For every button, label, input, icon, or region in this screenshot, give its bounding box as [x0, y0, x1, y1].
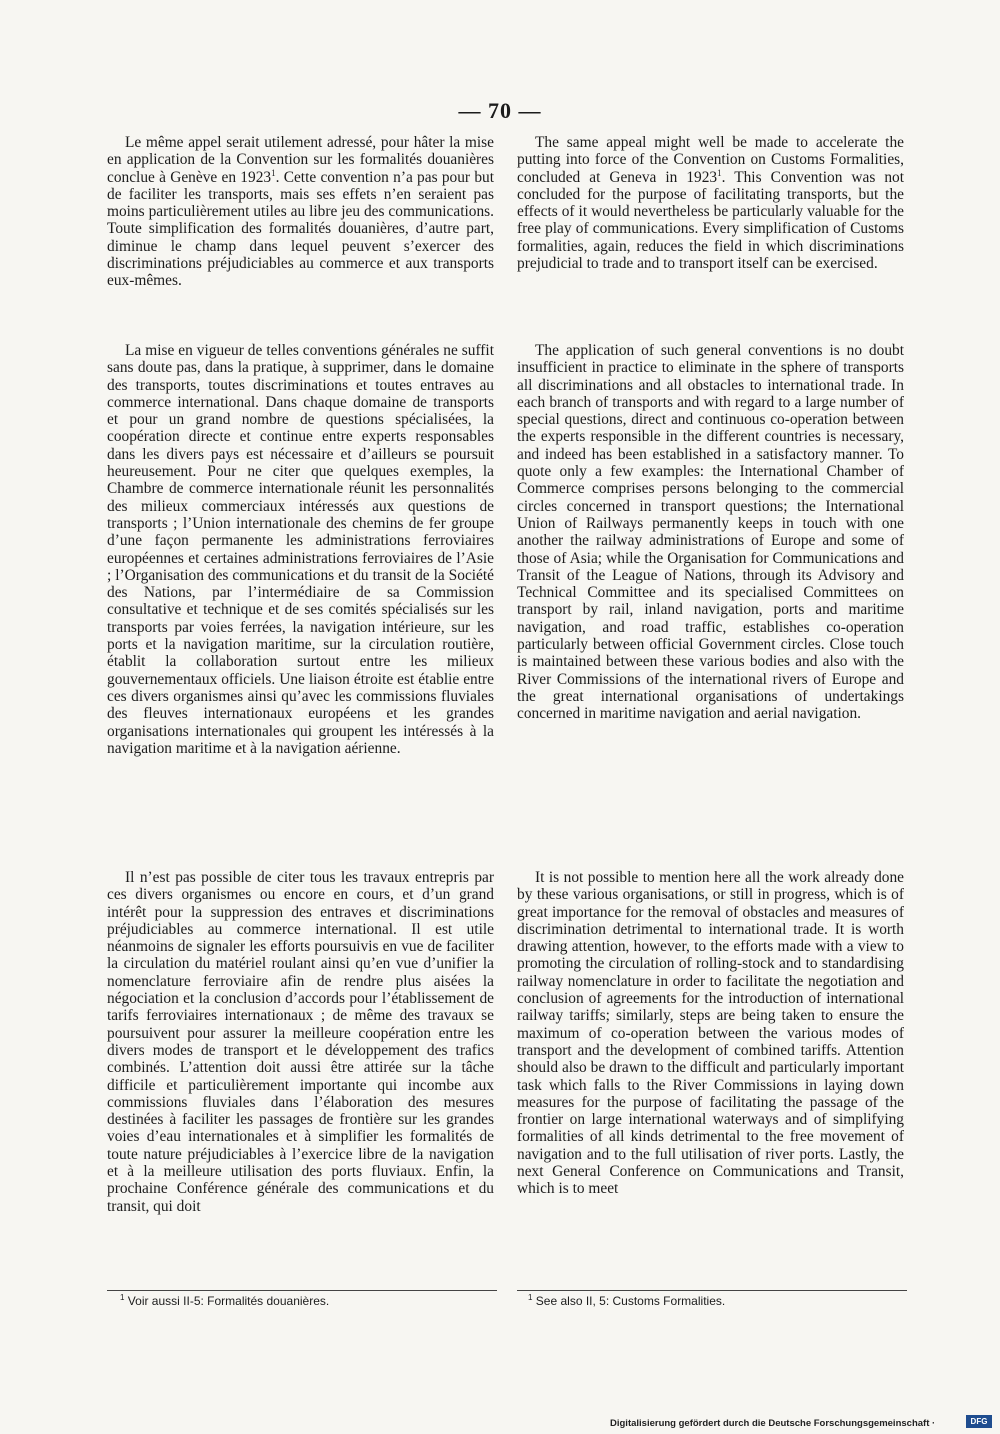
english-paragraph-1: [517, 134, 904, 272]
french-p1-text-a: Le même appel serait utilement adressé, pour hâter la mise en application de la Convention sur les formalités douanières conclue à Genève en 1923: [107, 134, 494, 186]
english-paragraph-2: [517, 342, 904, 723]
french-paragraph-2: [107, 342, 494, 757]
footnote-divider-left: [107, 1290, 497, 1291]
page-number: — 70 —: [458, 98, 542, 123]
french-p2-text: La mise en vigueur de telles conventions générales ne suffit sans doute pas, dans la pratique, à supprimer, dans le domaine des transports, toutes discriminations et toutes entraves au commerce international. Dans chaque domaine de transports et pour un grand nombre de questions spécialisées, la coopération directe et continue entre experts responsables dans les divers pays est nécessaire et d’ailleurs se poursuit heureusement. Pour ne citer que quelques exemples, la Chambre de commerce internationale réunit les personnalités des milieux commerciaux intéressés aux questions de transports ; l’Union internationale des chemins de fer groupe d’une façon permanente les administrations ferroviaires européennes et certaines administrations ferroviaires de l’Asie ; l’Organisation des communications et du transit de la Société des Nations, par l’intermédiaire de sa Commission consultative et technique et de ses comités spécialisés sur les transports par voies ferrées, la navigation intérieure, sur les ports et la navigation maritime, sur la circulation routière, établit la collaboration surtout entre les milieux gouvernementaux officiels. Une liaison étroite est établie entre ces divers organismes ainsi qu’avec les commissions fluviales des fleuves internationaux européens et les grandes organisations internationales qui groupent les intéressés à la navigation maritime et à la navigation aérienne.: [107, 342, 494, 757]
footnote-divider-right: [517, 1290, 907, 1291]
dfg-logo: DFG: [966, 1415, 992, 1428]
english-p1-text-a: The same appeal might well be made to accelerate the putting into force of the Convention on Customs Formalities, concluded at Geneva in 1923: [517, 134, 904, 186]
footnote-marker: 1: [271, 167, 276, 178]
english-footnote: $^1$ See also II, 5: Customs Formalities.: [528, 1293, 726, 1308]
french-p1-text-b: . Cette convention n’a pas pour but de faciliter les transports, mais ses effets n’en seraient pas moins particulièrement utiles au libre jeu des communications. Toute simplification des formalités douanières, d’autre part, diminue le champ dans lequel peuvent s’exercer des discriminations préjudiciables au commerce et aux transports eux-mêmes.: [107, 168, 494, 290]
english-p1-text-b: . This Convention was not concluded for the purpose of facilitating transports, but the effects of it would nevertheless be particularly valuable for the free play of communications. Every simplification of Customs formalities, again, reduces the field in which discriminations prejudicial to trade and to transport itself can be exercised.: [517, 168, 904, 273]
footnote-marker: 1: [717, 167, 722, 178]
french-p3-text: Il n’est pas possible de citer tous les travaux entrepris par ces divers organismes ou encore en cours, et d’un grand intérêt pour la suppression des entraves et discriminations préjudiciables au commerce international. Il est utile néanmoins de signaler les efforts poursuivis en vue de faciliter la circulation du matériel roulant ainsi qu’en vue d’unifier la nomenclature ferroviaire afin de rendre plus aisées la négociation et la conclusion d’accords pour l’établissement de tarifs ferroviaires internationaux ; de même des travaux se poursuivent pour assurer la meilleure coopération entre les divers modes de transport et le développement des trafics combinés. L’attention doit aussi être attirée sur la tâche difficile et particulièrement importante qui incombe aux commissions fluviales dans l’élaboration des mesures destinées à faciliter les passages de frontière sur les grandes voies d’eau internationales et à simplifier les formalités de toute nature préjudiciables à l’exercice libre de la navigation et à la meilleure utilisation des ports fluviaux. Enfin, la prochaine Conférence générale des communications et du transit, qui doit: [107, 869, 494, 1215]
english-p3-text: It is not possible to mention here all the work already done by these various organisations, or still in progress, which is of great importance for the removal of obstacles and measures of discrimination detrimental to international trade. It is worth drawing attention, however, to the efforts made with a view to promoting the circulation of rolling-stock and to standardising railway nomenclature in order to facilitate the negotiation and conclusion of agreements for the introduction of international railway tariffs; similarly, steps are being taken to ensure the maximum of co-operation between the various modes of transport and the development of combined tariffs. Attention should also be drawn to the difficult and particularly important task which falls to the River Commissions in laying down measures for the purpose of facilitating the passage of the frontier on large international waterways and of simplifying formalities of all kinds detrimental to the free movement of navigation and to the full utilisation of river ports. Lastly, the next General Conference on Communications and Transit, which is to meet: [517, 869, 904, 1198]
french-paragraph-3: [107, 869, 494, 1215]
english-paragraph-3: [517, 869, 904, 1198]
digitization-credit: Digitalisierung gefördert durch die Deutsche Forschungsgemeinschaft ·: [610, 1418, 936, 1429]
french-paragraph-1: [107, 134, 494, 290]
english-p2-text: The application of such general conventions is no doubt insufficient in practice to eliminate in the sphere of transports all discriminations and all obstacles to international trade. In each branch of transports and with regard to a large number of special questions, direct and continuous co-operation between the experts responsible in the different countries is necessary, and indeed has been established in a satisfactory manner. To quote only a few examples: the International Chamber of Commerce comprises persons belonging to the commercial circles concerned in transport questions; the International Union of Railways permanently keeps in touch with one another the railway administrations of Europe and some of those of Asia; while the Organisation for Communications and Transit of the League of Nations, through its Advisory and Technical Committee and its specialised Committees on transport by rail, inland navigation, ports and maritime navigation, and road traffic, establishes co-operation particularly between official Government circles. Close touch is maintained between these various bodies and also with the River Commissions of the international rivers of Europe and the great international organisations of undertakings concerned in maritime navigation and aerial navigation.: [517, 342, 904, 723]
french-footnote: $^1$ Voir aussi II-5: Formalités douanières.: [120, 1293, 330, 1308]
